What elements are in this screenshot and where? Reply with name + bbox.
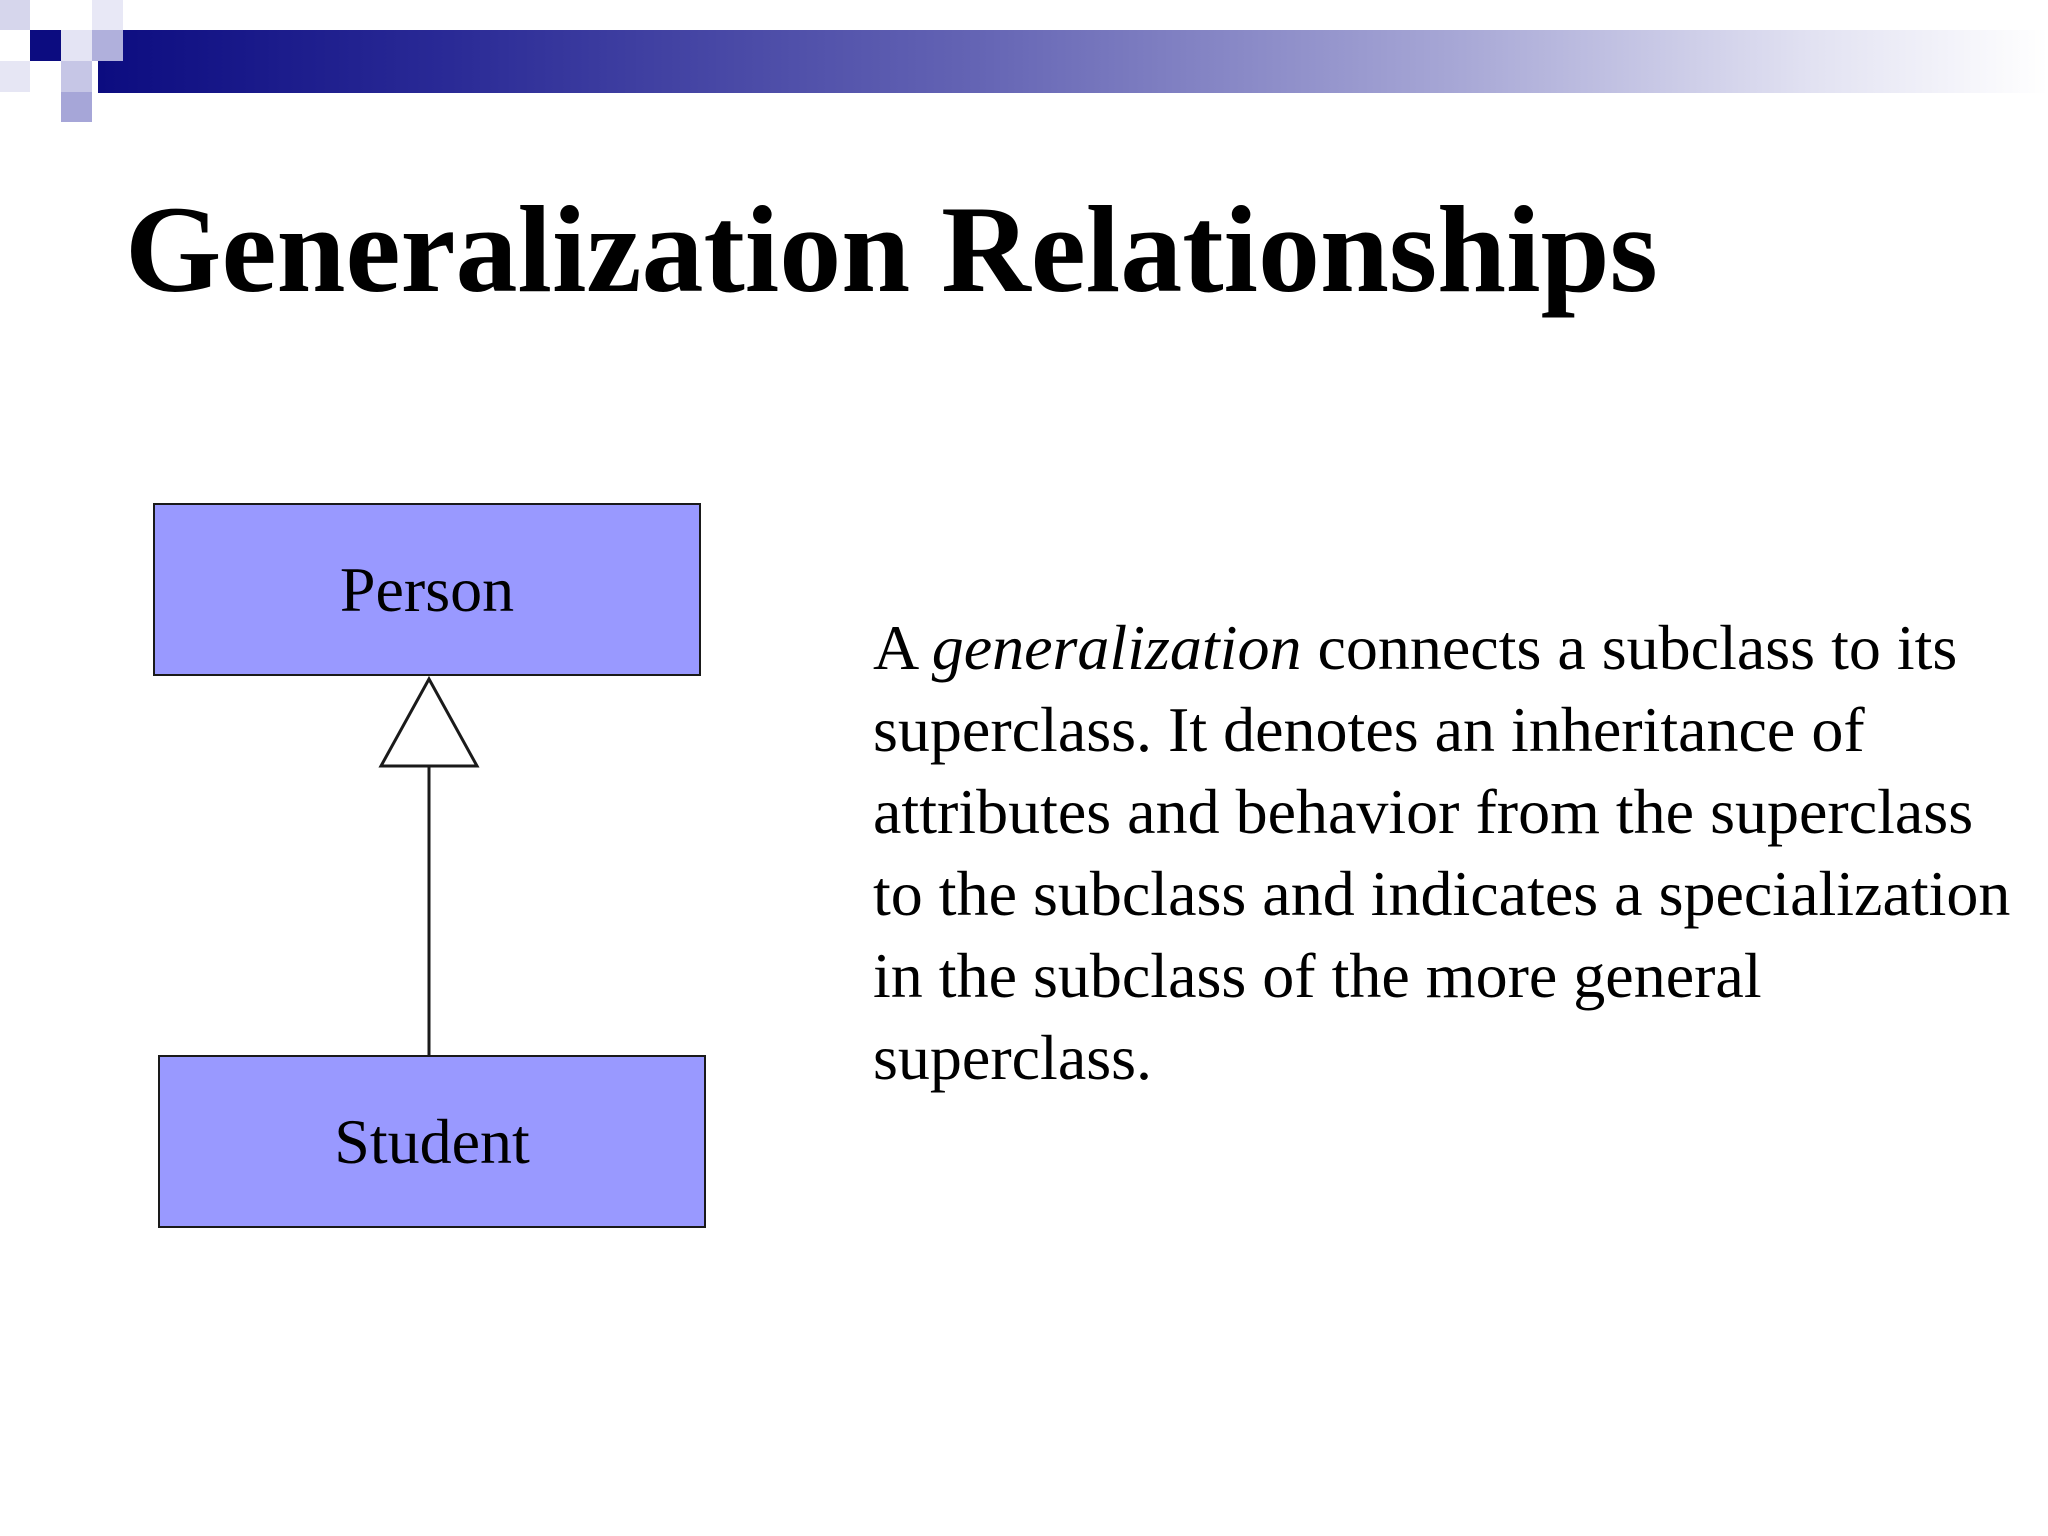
slide-title: Generalization Relationships: [125, 181, 1658, 318]
description-text: [873, 607, 2013, 1099]
description-lead: A: [873, 612, 932, 683]
superclass-box: [153, 503, 701, 676]
subclass-label: Student: [334, 1105, 530, 1177]
generalization-arrowhead: [381, 679, 477, 766]
subclass-box: [158, 1055, 706, 1228]
superclass-label: Person: [339, 553, 515, 625]
description-term: generalization: [931, 612, 1302, 683]
description-body: connects a subclass to its superclass. It denotes an inheritance of attributes and behavior from the superclass to the subclass and indicates a specialization in the subclass of the more general superclass.: [873, 612, 2011, 1093]
